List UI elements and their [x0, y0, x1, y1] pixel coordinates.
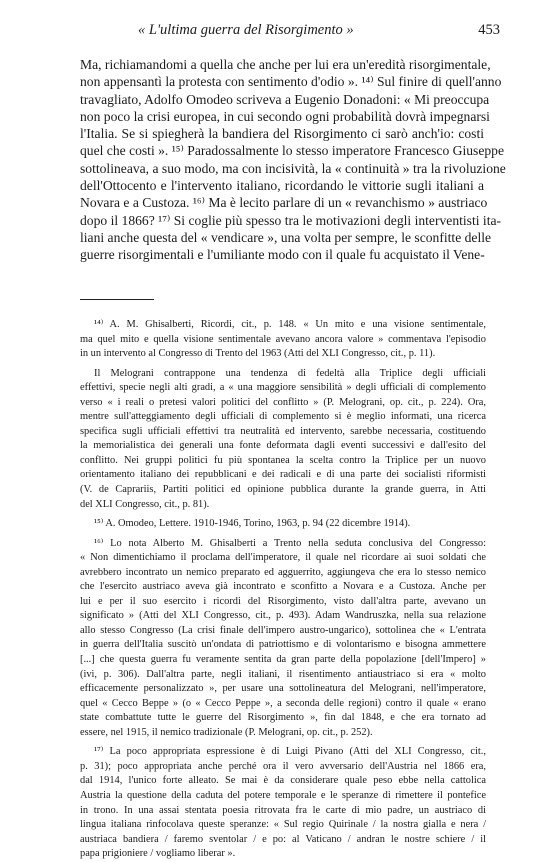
footnote-line: che l'esercito austriaco aveva già incontrato e sconfitto a Novara e a Custoza. Anche per [80, 581, 486, 593]
footnote-line: del XLI Congresso, cit., p. 81). [80, 498, 210, 510]
body-line: guerre risorgimentali e l'umiliante modo con il quale fu acquistato il Vene- [80, 247, 485, 263]
body-line: Ma, richiamandomi a quella che anche per lui era un'eredità risorgimentale, [80, 57, 491, 72]
footnote-line: Il Melograni contrappone una tendenza di fedeltà alla Triplice degli ufficiali [94, 367, 486, 379]
footnote-line: quel « Cecco Beppe » (o « Cecco Peppe », a seconda delle regioni) contro il quale « erano [80, 697, 486, 709]
footnote-line: mentre sull'atteggiamento degli ufficiali di complemento si è meglio informati, una ricerca [80, 411, 486, 423]
footnote-line: avrebbero incontrato un nemico preparato ed agguerrito, aggiungeva che era lo stesso nemico [80, 566, 486, 578]
footnote-line: specifica sugli ufficiali effettivi tra neutralità ed intervento, sarebbe necessaria, costituendo [80, 425, 486, 437]
footnote-line: orientamento italiano dei repubblicani e dei radicali e di una parte dei socialisti riformisti [80, 469, 486, 481]
footnote-line: in trono. In una assai stentata poesia ritrovata fra le carte di mio padre, un austriaco di [80, 804, 486, 816]
footnote-line: ¹⁴⁾ A. M. Ghisalberti, Ricordi, cit., p. 148. « Un mito e una visione sentimentale, [94, 319, 486, 330]
footnote-14-paragraph [80, 367, 486, 512]
footnote-line: efficacemente personalizzato », per usare una sottolineatura del Melograni, nell'imperatore, [80, 683, 486, 695]
main-text [80, 56, 506, 264]
footnote-line: lui e per il suo esercito i ricordi del Risorgimento, visto dall'altra parte, avevano un [80, 595, 486, 607]
footnote-separator [80, 299, 154, 300]
footnote-line: austriaca bandiera / faremo sventolar / e po: al Vaticano / andran le nostre schiere / il [80, 833, 486, 845]
footnote-line: (ivi, p. 306). Dall'altra parte, negli italiani, il risentimento antiaustriaco si era « molto [80, 668, 486, 680]
footnote-line: conflitto. Nei gruppi politici fu più spontanea la scelta contro la Triplice per un nuovo [80, 454, 486, 466]
footnote-line: dal 1914, l'unico forte alleato. Se mai è da considerare quale peso ebbe nella cattolica [80, 775, 486, 787]
footnote-line: p. 31); poco appropriata anche perché ora il vero avversario dell'Austria nel 1866 era, [80, 760, 486, 772]
body-line: quel che costi ». ¹⁵⁾ Paradossalmente lo stesso imperatore Francesco Giuseppe [80, 143, 505, 159]
body-line: dell'Ottocento e l'intervento italiano, ricordando le vittorie sugli italiani a [80, 178, 484, 194]
footnote-14 [80, 318, 486, 362]
footnote-line: state combattute tutte le guerre del Risorgimento », fin dal 1848, e che era tornato ad [80, 712, 486, 724]
footnote-line: papa prigioniere / vogliamo liberar ». [80, 848, 236, 860]
body-line: liani anche questa del « vendicare », una volta per sempre, le sconfitte delle [80, 229, 492, 245]
body-line: l'Italia. Se si spiegherà la bandiera del Risorgimento ci sarò anch'io: costi [80, 126, 484, 142]
footnote-line: « Non dimentichiamo il proclama dell'imperatore, il quale nel ricordare ai suoi soldati che [80, 552, 486, 564]
footnote-line: ¹⁶⁾ Lo nota Alberto M. Ghisalberti a Trento nella seduta conclusiva del Congresso: [94, 537, 486, 549]
footnote-16 [80, 537, 486, 741]
running-header [78, 22, 500, 42]
footnote-line: ¹⁷⁾ La poco appropriata espressione è di Luigi Pivano (Atti del XLI Congresso, cit., [94, 746, 486, 758]
footnotes [80, 318, 486, 862]
body-line: non appensantì la protesta con sentimento d'odio ». ¹⁴⁾ Sul finire di quell'anno [80, 74, 502, 90]
footnote-line: in un intervento al Congresso di Trento del 1963 (Atti del XLI Congresso, cit., p. 11). [80, 348, 436, 360]
footnote-line: la memorialistica dei generali una fonte deformata dagli eventi successivi e dall'esito del [80, 440, 486, 452]
body-line: sottolineava, a suo modo, ma con incisività, la « continuità » tra la rivoluzione [80, 160, 506, 176]
footnote-line: effettivi, specie negli alti gradi, a « una maggiore sensibilità » degli ufficiali di complemento [80, 382, 486, 394]
footnote-line: Austria la questione della caduta del potere temporale e le speranze di rimettere il pontefice [80, 789, 486, 801]
footnote-line: ma quel mito e quella visione sentimentale avevano ancora valore » commentava l'episodio [80, 333, 486, 345]
footnote-line: significato » (Atti del XLI Congresso, cit., p. 493). Adam Wandruszka, nella sua relazione [80, 610, 486, 622]
footnote-line: essere, nel 1915, il nemico tradizionale (P. Melograni, op. cit., p. 252). [80, 726, 373, 738]
footnote-line: lingua italiana rinfocolava queste speranze: « Sul regio Quirinale / la nostra gialla e nera / [80, 819, 486, 831]
body-line: Novara e a Custoza. ¹⁶⁾ Ma è lecito parlare di un « revanchismo » austriaco [80, 195, 488, 211]
footnote-15 [80, 517, 486, 532]
footnote-line: allo stesso Congresso (La crisi finale dell'impero austro-ungarico), sottolinea che « L'entrata [80, 624, 486, 636]
body-line: non poco la crisi europea, in cui secondo ogni probabilità dovrà impegnarsi [80, 108, 490, 124]
footnote-line: (V. de Caprariis, Partiti politici ed opinione pubblica durante la grande guerra, in Atti [80, 484, 486, 496]
body-line: travagliato, Adolfo Omodeo scriveva a Eugenio Donadoni: « Mi preoccupa [80, 91, 490, 107]
page-number: 453 [478, 22, 500, 38]
footnote-line: ¹⁵⁾ A. Omodeo, Lettere. 1910-1946, Torino, 1963, p. 94 (22 dicembre 1914). [94, 518, 411, 530]
body-line: dopo il 1866? ¹⁷⁾ Si coglie più spesso tra le motivazioni degli interventisti ita- [80, 212, 502, 228]
footnote-line: verso « i reali o pretesi valori politici del conflitto » (P. Melograni, op. cit., p. 224). Ora, [80, 396, 486, 408]
footnote-line: in guerra dell'Italia suscitò un'ondata di patriottismo e di volontarismo e bisogna ammettere [80, 639, 486, 651]
footnote-17 [80, 745, 486, 861]
footnote-line: [...] che questa guerra fu veramente sentita da gran parte della popolazione [dell'Impero] » [80, 654, 486, 666]
running-title: « L'ultima guerra del Risorgimento » [138, 22, 354, 38]
